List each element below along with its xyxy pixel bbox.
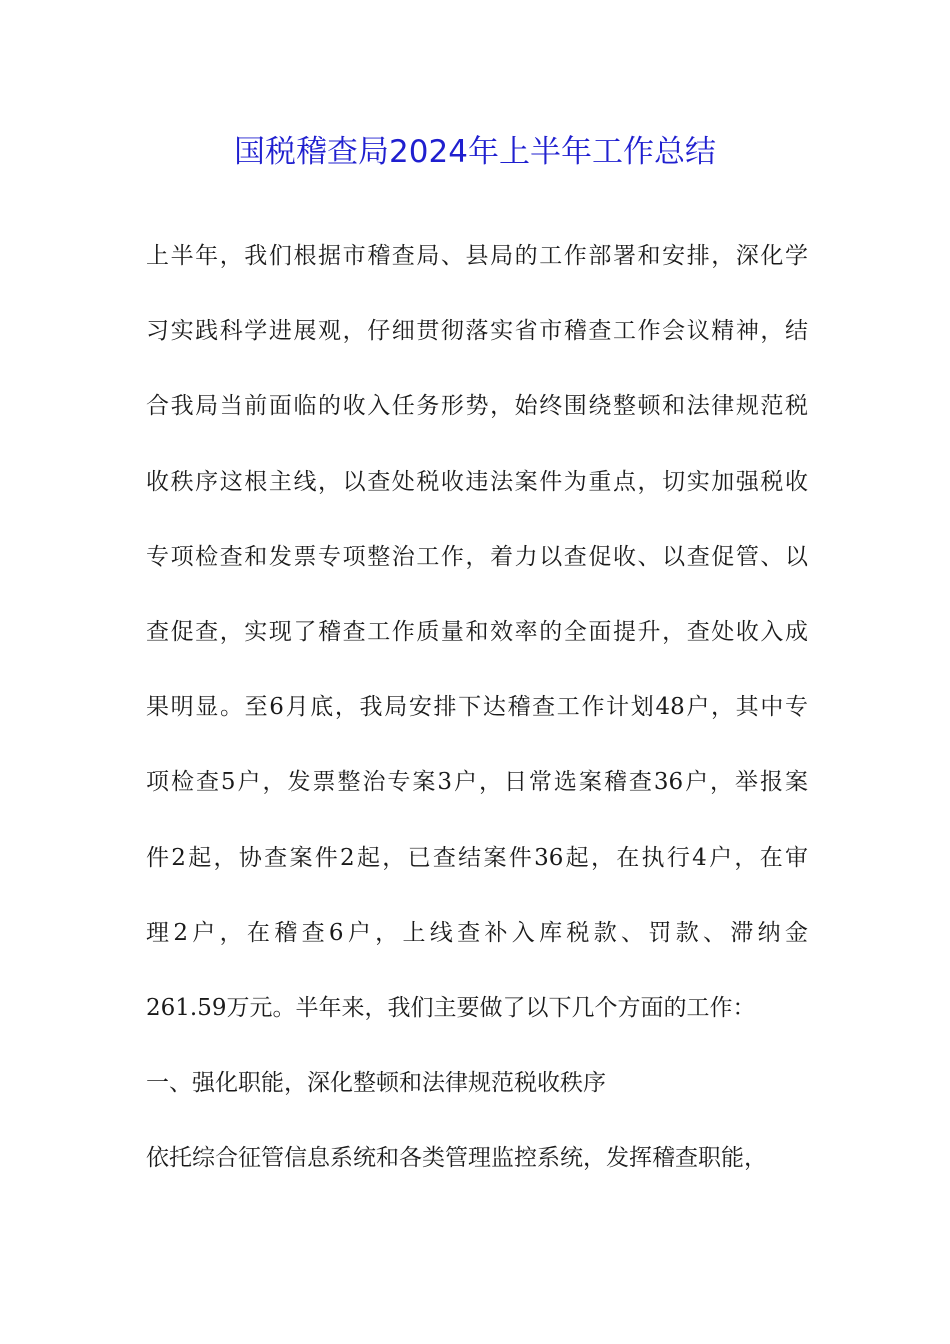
body-line-11: 261.59万元。半年来，我们主要做了以下几个方面的工作： bbox=[146, 994, 756, 1021]
body-line-13: 依托综合征管信息系统和各类管理监控系统，发挥稽查职能， bbox=[146, 1145, 767, 1172]
body-line-2: 习实践科学进展观，仔细贯彻落实省市稽查工作会议精神，结 bbox=[146, 318, 808, 345]
body-line-7: 果明显。至6月底，我局安排下达稽查工作计划48户，其中专 bbox=[146, 694, 808, 721]
body-line-4: 收秩序这根主线，以查处税收违法案件为重点，切实加强税收 bbox=[146, 468, 808, 495]
document-body bbox=[146, 232, 808, 1209]
body-line-8: 项检查5户，发票整治专案3户，日常选案稽查36户，举报案 bbox=[146, 769, 808, 796]
body-line-1: 上半年，我们根据市稽查局、县局的工作部署和安排，深化学 bbox=[146, 243, 808, 269]
body-line-5: 专项检查和发票专项整治工作，着力以查促收、以查促管、以 bbox=[146, 543, 808, 570]
body-line-3: 合我局当前面临的收入任务形势，始终围绕整顿和法律规范税 bbox=[146, 393, 808, 420]
body-line-6: 查促查，实现了稽查工作质量和效率的全面提升，查处收入成 bbox=[146, 618, 808, 645]
body-line-9: 件2起，协查案件2起，已查结案件36起，在执行4户，在审 bbox=[146, 844, 808, 871]
document-title: 国税稽查局2024年上半年工作总结 bbox=[234, 134, 716, 170]
body-line-10: 理2户，在稽查6户，上线查补入库税款、罚款、滞纳金 bbox=[146, 919, 808, 946]
section-heading-1: 一、强化职能，深化整顿和法律规范税收秩序 bbox=[146, 1070, 606, 1097]
